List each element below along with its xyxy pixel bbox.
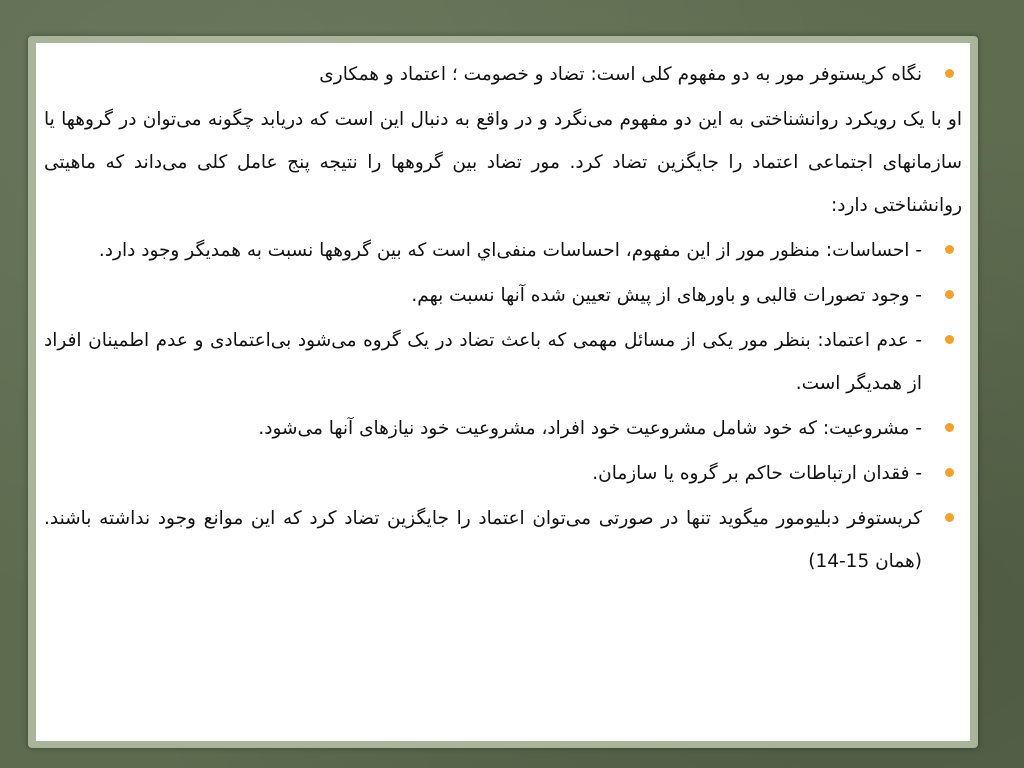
bullet-item-legitimacy [44, 407, 962, 450]
bullet-item-concepts [44, 53, 962, 96]
bullet-text: - مشروعیت: که خود شامل مشروعیت خود افراد، مشروعیت خود نیازهای آنها می‌شود. [258, 418, 922, 439]
bullet-item-stereotypes [44, 274, 962, 317]
bullet-text: - احساسات: منظور مور از این مفهوم، احساسات منفی‌اي است که بین گروهها نسبت به همدیگر وجود دارد. [98, 240, 922, 261]
slide-content [44, 53, 962, 585]
paragraph-approach [44, 98, 962, 227]
bullet-item-emotions [44, 229, 962, 272]
bullet-text: - وجود تصورات قالبی و باورهای از پیش تعیین شده آنها نسبت بهم. [411, 285, 922, 306]
slide-paper [36, 43, 970, 741]
bullet-item-communication [44, 452, 962, 495]
bullet-text: - عدم اعتماد: بنظر مور یکی از مسائل مهمی که باعث تضاد در یک گروه می‌شود بی‌اعتمادی و عدم اطمینان افراد از همدیگر است. [44, 330, 922, 394]
bullet-item-distrust [44, 319, 962, 405]
bullet-item-conclusion [44, 497, 962, 583]
bullet-text: کریستوفر دبلیومور میگوید تنها در صورتی می‌توان اعتماد را جایگزین تضاد کرد که این موانع وجود نداشته باشند.(همان 15-14) [44, 508, 922, 572]
bullet-text: - فقدان ارتباطات حاکم بر گروه یا سازمان. [592, 463, 922, 484]
bullet-text: نگاه کریستوفر مور به دو مفهوم کلی است: تضاد و خصومت ؛ اعتماد و همکاری [319, 64, 922, 85]
paragraph-text: او با یک رویکرد روانشناختی به این دو مفهوم می‌نگرد و در واقع به دنبال این است که دریابد چگونه می‌توان در گروهها یا سازمانهای اجتماعی اعتماد را جایگزین تضاد کرد. مور تضاد بین گروهها را نتیجه پنج عامل کلی می‌داند که ماهیتی روانشناختی دارد: [44, 109, 962, 216]
